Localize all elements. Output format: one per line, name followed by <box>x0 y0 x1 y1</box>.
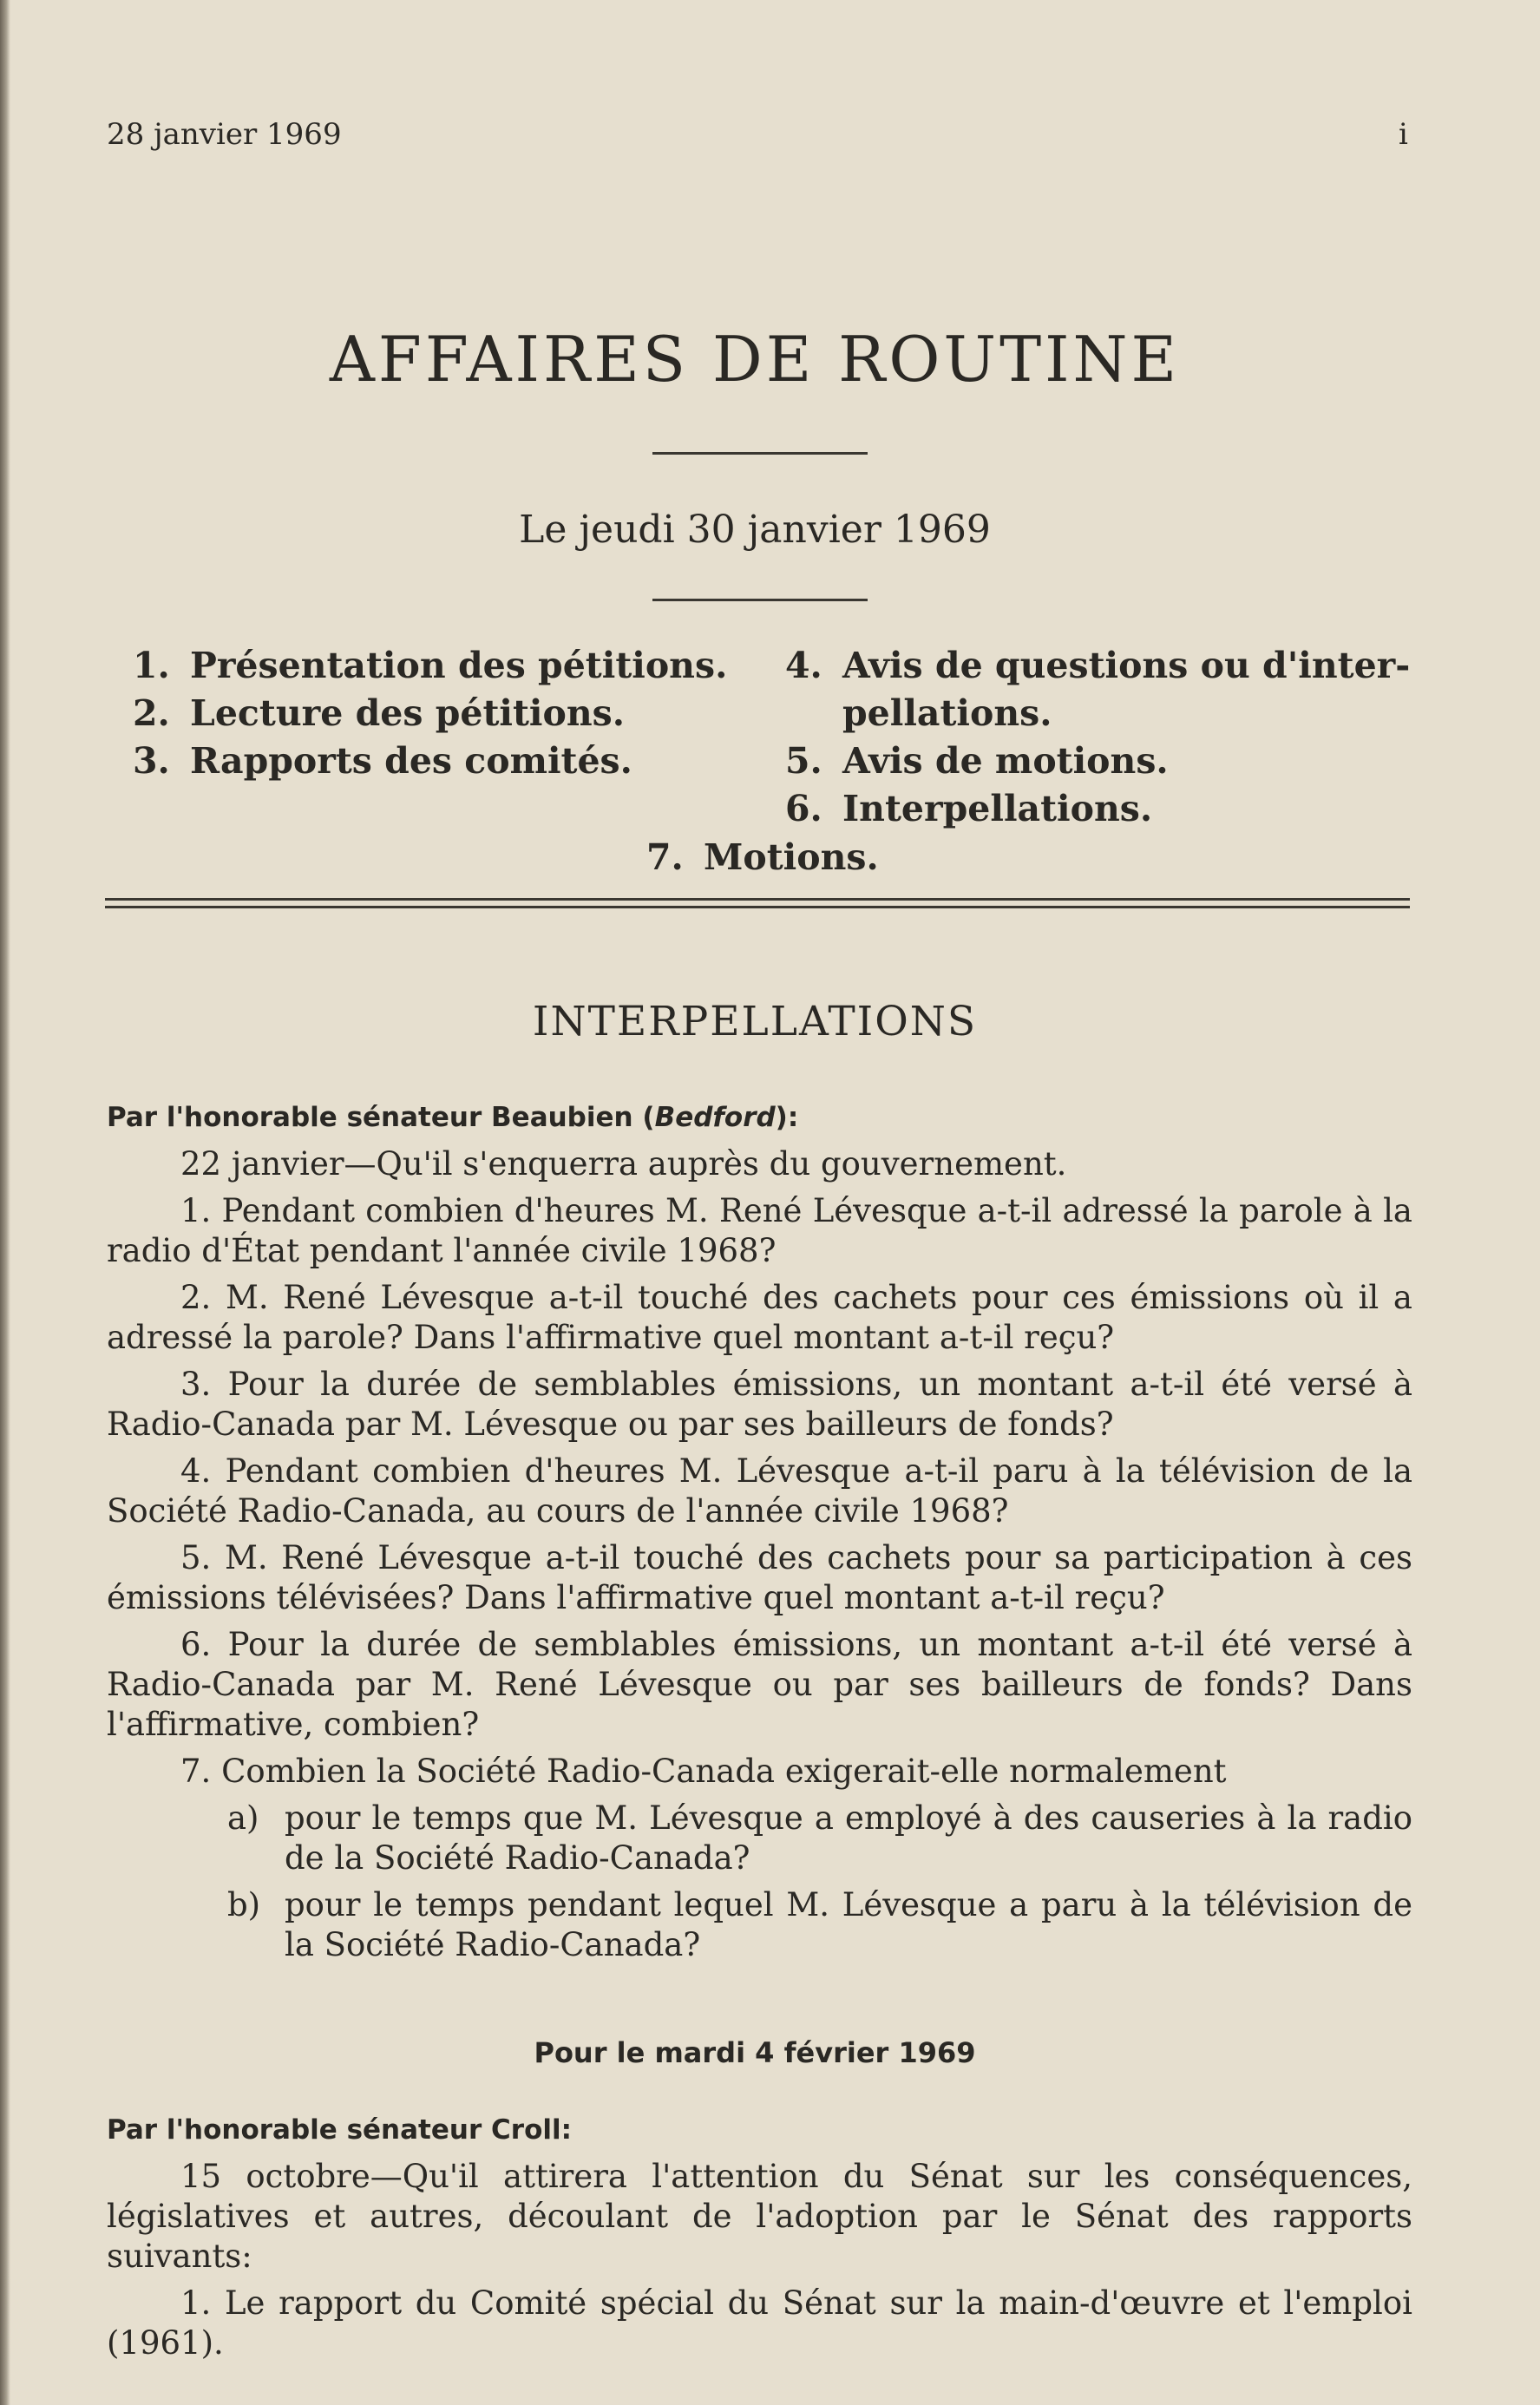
order-item-3 <box>133 737 632 785</box>
order-item-2 <box>133 690 625 737</box>
order-item-number: 6. <box>785 788 822 829</box>
question-2: 2. M. René Lévesque a-t-il touché des cachets pour ces émissions où il a adressé la parole? Dans l'affirmative quel montant a-t-il reçu? <box>107 1279 1412 1356</box>
sitting-date: Le jeudi 30 janvier 1969 <box>519 508 991 552</box>
order-item-number: 3. <box>133 740 170 782</box>
section-title-interpellations: INTERPELLATIONS <box>532 998 978 1045</box>
section-divider-top <box>105 898 1410 901</box>
tuesday-body <box>107 2110 1412 2370</box>
question-6: 6. Pour la durée de semblables émissions, un montant a-t-il été versé à Radio-Canada par M. René Lévesque ou par ses bailleurs de fonds? Dans l'affirmative, combien? <box>107 1626 1412 1743</box>
order-item-1 <box>133 642 727 690</box>
header-date: 28 janvier 1969 <box>107 117 342 152</box>
order-item-label: Interpellations. <box>842 788 1153 829</box>
order-item-label: Rapports des comités. <box>190 740 632 782</box>
question-3: 3. Pour la durée de semblables émissions, un montant a-t-il été versé à Radio-Canada par M. Lévesque ou par ses bailleurs de fonds? <box>107 1366 1412 1443</box>
order-item-5 <box>785 737 1169 785</box>
page-number: i <box>1399 117 1408 152</box>
interpellations-body <box>107 1098 1412 1972</box>
order-item-7 <box>646 834 879 881</box>
page-title: AFFAIRES DE ROUTINE <box>329 323 1181 396</box>
order-item-label: Lecture des pétitions. <box>190 692 625 734</box>
tuesday-intro: 15 octobre—Qu'il attirera l'attention du Sénat sur les conséquences, législatives et autres, découlant de l'adoption par le Sénat des rapports suivants: <box>107 2158 1412 2275</box>
order-item-label: Présentation des pétitions. <box>190 645 728 686</box>
senator-heading: Par l'honorable sénateur Beaubien (Bedford): <box>107 1102 799 1133</box>
question-5: 5. M. René Lévesque a-t-il touché des cachets pour sa participation à ces émissions télévisées? Dans l'affirmative quel montant a-t-il reçu? <box>107 1539 1412 1616</box>
order-item-label: Avis de motions. <box>842 740 1169 782</box>
question-4: 4. Pendant combien d'heures M. Lévesque a-t-il paru à la télévision de la Société Radio-Canada, au cours de l'année civile 1968? <box>107 1452 1412 1530</box>
question-7: 7. Combien la Société Radio-Canada exigerait-elle normalement <box>180 1753 1227 1790</box>
date-rule <box>652 599 868 601</box>
order-item-label: Motions. <box>704 836 879 878</box>
order-item-label: Avis de questions ou d'inter- <box>842 645 1411 686</box>
order-item-number: 2. <box>133 692 170 734</box>
order-item-4 <box>785 642 1410 737</box>
interpellation-intro: 22 janvier—Qu'il s'enquerra auprès du gouvernement. <box>180 1145 1067 1183</box>
order-item-number: 7. <box>646 836 684 878</box>
order-item-6 <box>785 785 1152 833</box>
order-item-number: 1. <box>133 645 170 686</box>
question-7-subitem-a: a) pour le temps que M. Lévesque a employé à des causeries à la radio de la Société Radio-Canada? <box>227 1799 1412 1877</box>
section-divider-bottom <box>105 906 1410 908</box>
order-item-number: 4. <box>785 645 822 686</box>
tuesday-item-1: 1. Le rapport du Comité spécial du Sénat sur la main-d'œuvre et l'emploi (1961). <box>107 2284 1412 2362</box>
order-item-number: 5. <box>785 740 822 782</box>
question-7-subitem-b: b) pour le temps pendant lequel M. Lévesque a paru à la télévision de la Société Radio-Canada? <box>227 1886 1412 1963</box>
question-1: 1. Pendant combien d'heures M. René Lévesque a-t-il adressé la parole à la radio d'État pendant l'année civile 1968? <box>107 1192 1412 1269</box>
senator-heading-croll: Par l'honorable sénateur Croll: <box>107 2114 573 2146</box>
senator-riding: Bedford <box>654 1102 776 1133</box>
order-item-label-continued: pellations. <box>842 692 1052 734</box>
tuesday-heading: Pour le mardi 4 février 1969 <box>534 2036 976 2069</box>
title-rule <box>652 452 868 455</box>
